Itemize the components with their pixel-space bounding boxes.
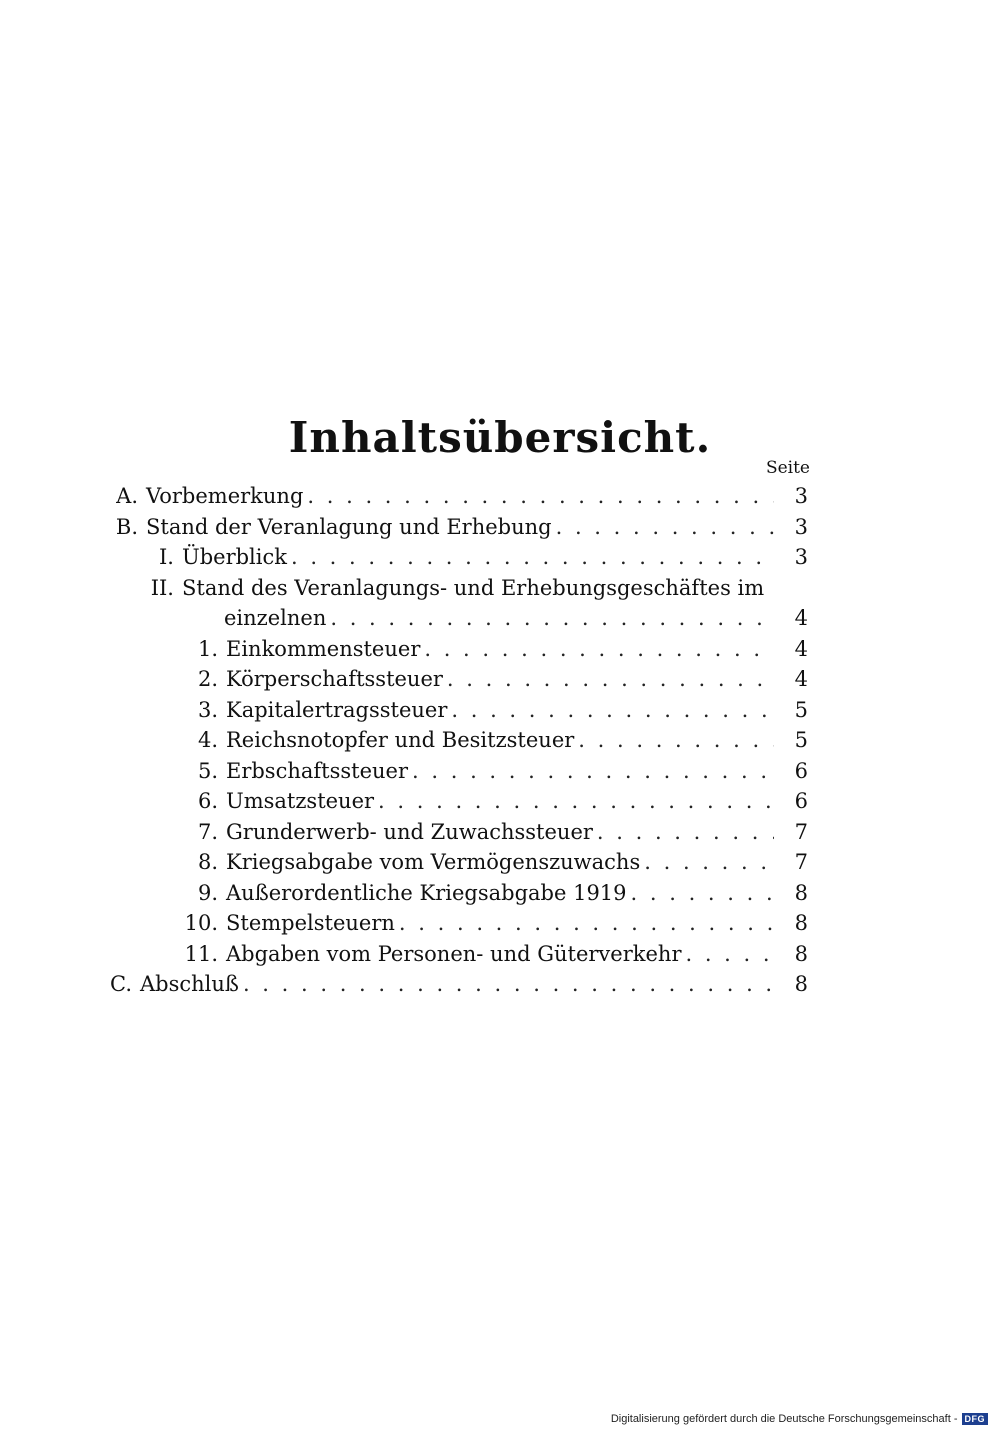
toc-leader-dots <box>451 695 774 725</box>
toc-entry-10 <box>108 908 808 939</box>
toc-entry-5 <box>108 756 808 787</box>
table-of-contents <box>108 481 808 1000</box>
toc-entry-6 <box>108 786 808 817</box>
toc-entry-b-i <box>108 542 808 573</box>
toc-label: Grunderwerb- und Zuwachssteuer <box>226 819 593 844</box>
toc-entry-c <box>108 969 808 1000</box>
toc-label: Abgaben vom Personen- und Güterverkehr <box>226 941 682 966</box>
toc-leader-dots <box>291 542 774 572</box>
toc-entry-b-ii <box>108 573 808 604</box>
toc-label: Erbschaftssteuer <box>226 758 409 783</box>
toc-page-number: 7 <box>794 850 808 874</box>
toc-leader-dots <box>399 908 774 938</box>
toc-leader-dots <box>644 847 774 877</box>
toc-label: Vorbemerkung <box>146 484 304 508</box>
toc-page-number: 8 <box>794 972 808 996</box>
toc-leader-dots <box>447 664 774 694</box>
toc-label: Abschluß <box>140 972 239 996</box>
toc-leader-dots <box>412 756 774 786</box>
toc-leader-dots <box>307 481 774 511</box>
toc-leader-dots <box>685 939 774 969</box>
toc-label: Außerordentliche Kriegsabgabe 1919 <box>226 880 627 905</box>
toc-label: Einkommensteuer <box>226 636 421 661</box>
toc-number: 10. <box>184 911 218 935</box>
toc-number: 3. <box>197 697 218 722</box>
toc-leader-dots <box>597 817 774 847</box>
dfg-logo: DFG <box>962 1413 989 1425</box>
toc-page-number: 5 <box>794 728 808 752</box>
toc-number: 6. <box>197 789 218 813</box>
toc-page-number: 6 <box>794 789 808 813</box>
toc-page-number: 4 <box>794 667 808 691</box>
toc-label: Stand der Veranlagung und Erhebung <box>146 514 552 539</box>
toc-leader-dots <box>243 969 774 999</box>
page-column-header: Seite <box>765 458 810 478</box>
toc-label-continuation: einzelnen <box>224 606 327 630</box>
toc-page-number: 3 <box>794 514 808 539</box>
toc-entry-1 <box>108 634 808 665</box>
toc-page-number: 4 <box>794 606 808 630</box>
toc-leader-dots <box>424 634 774 664</box>
toc-number: A. <box>116 484 138 508</box>
toc-leader-dots <box>631 878 774 908</box>
toc-entry-2 <box>108 664 808 695</box>
toc-number: C. <box>110 972 132 996</box>
toc-entry-11 <box>108 939 808 970</box>
toc-page-number: 4 <box>794 636 808 661</box>
toc-page-number: 8 <box>794 941 808 966</box>
toc-page-number: 8 <box>794 911 808 935</box>
toc-number: II. <box>150 575 174 600</box>
toc-label: Kapitalertragssteuer <box>226 697 448 722</box>
toc-entry-9 <box>108 878 808 909</box>
toc-number: 1. <box>197 636 218 661</box>
toc-number: 11. <box>184 941 218 966</box>
toc-number: B. <box>115 514 138 539</box>
toc-number: I. <box>159 545 174 569</box>
toc-entry-7 <box>108 817 808 848</box>
toc-label: Kriegsabgabe vom Vermögenszuwachs <box>226 850 641 874</box>
toc-page-number: 7 <box>794 819 808 844</box>
toc-number: 8. <box>197 850 218 874</box>
toc-number: 7. <box>197 819 218 844</box>
toc-entry-a <box>108 481 808 512</box>
toc-entry-8 <box>108 847 808 878</box>
toc-label: Stempelsteuern <box>226 911 395 935</box>
toc-page-number: 6 <box>794 758 808 783</box>
toc-entry-b-ii-continued <box>108 603 808 634</box>
toc-label: Reichsnotopfer und Besitzsteuer <box>226 728 575 752</box>
footer-text: Digitalisierung gefördert durch die Deutsche Forschungsgemeinschaft - <box>610 1413 958 1425</box>
toc-number: 5. <box>197 758 218 783</box>
toc-number: 9. <box>197 880 218 905</box>
toc-entry-b <box>108 512 808 543</box>
toc-label: Überblick <box>182 545 287 569</box>
toc-leader-dots <box>378 786 774 816</box>
toc-entry-4 <box>108 725 808 756</box>
document-title: Inhaltsübersicht. <box>288 413 712 462</box>
toc-label: Umsatzsteuer <box>226 789 375 813</box>
toc-leader-dots <box>578 725 774 755</box>
toc-entry-3 <box>108 695 808 726</box>
digitization-footer <box>611 1413 988 1425</box>
toc-page-number: 5 <box>794 697 808 722</box>
toc-leader-dots <box>330 603 774 633</box>
toc-page-number: 8 <box>794 880 808 905</box>
toc-page-number: 3 <box>794 484 808 508</box>
toc-leader-dots <box>556 512 774 542</box>
toc-number: 4. <box>197 728 218 752</box>
toc-label: Stand des Veranlagungs- und Erhebungsgeschäftes im <box>182 575 765 600</box>
toc-page-number: 3 <box>794 545 808 569</box>
toc-number: 2. <box>197 667 218 691</box>
toc-label: Körperschaftssteuer <box>226 667 443 691</box>
